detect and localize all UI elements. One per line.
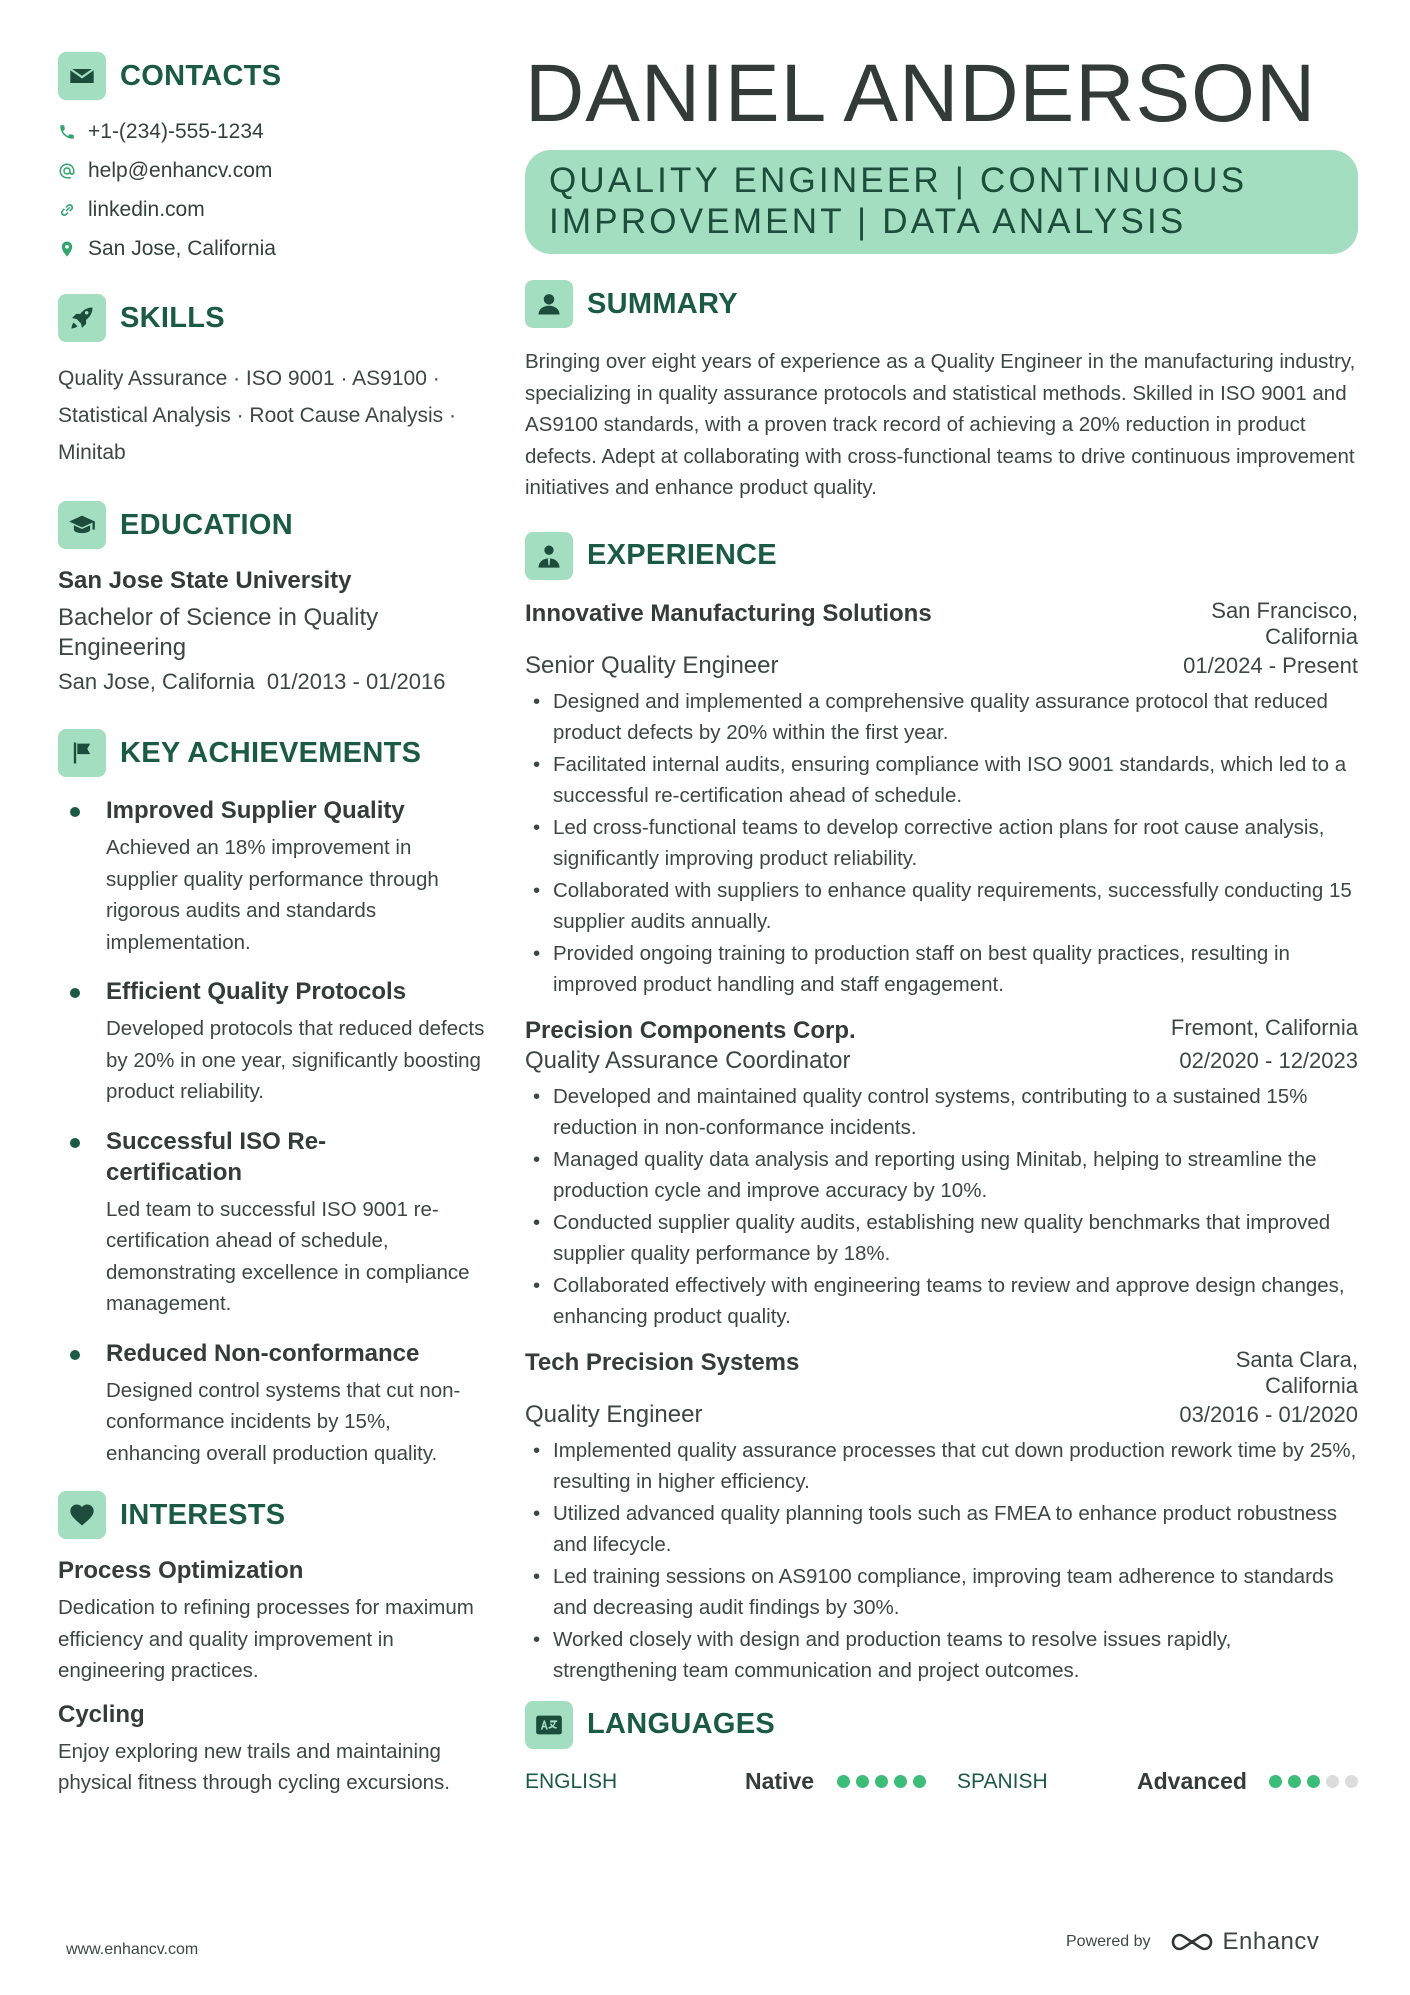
job-bullet: • Collaborated effectively with engineering teams to review and approve design changes, enhancing product quality. [525, 1270, 1358, 1333]
flag-icon [58, 729, 106, 777]
achievement-item [58, 1126, 488, 1320]
interest-title: Cycling [58, 1700, 145, 1728]
summary-header [525, 280, 1358, 328]
skills-list: Quality Assurance · ISO 9001 · AS9100 · Statistical Analysis · Root Cause Analysis · Minitab [58, 367, 456, 464]
powered-by-text: Powered by [1066, 1933, 1151, 1950]
contact-phone-text: +1-(234)-555-1234 [88, 119, 264, 143]
at-icon [58, 162, 76, 180]
job-entry [525, 1015, 1358, 1333]
experience-header [525, 532, 1358, 580]
job-role: Senior Quality Engineer [525, 651, 779, 679]
job-bullet: • Collaborated with suppliers to enhance quality requirements, successfully conducting 15 supplier audits annually. [525, 875, 1358, 938]
rating-dot-filled [894, 1775, 907, 1788]
language-name: SPANISH [957, 1769, 1048, 1793]
interest-title: Process Optimization [58, 1557, 304, 1584]
language-level: Native [745, 1768, 815, 1794]
education-location: San Jose, California [58, 669, 255, 694]
contacts-header [58, 52, 488, 100]
languages-title: LANGUAGES [587, 1708, 775, 1740]
skills-header [58, 294, 488, 342]
education-title: EDUCATION [120, 508, 293, 541]
job-bullet: • Developed and maintained quality control systems, contributing to a sustained 15% reduction in non-conformance incidents. [525, 1081, 1358, 1144]
contact-linkedin[interactable] [58, 196, 488, 223]
contact-location-text: San Jose, California [88, 236, 276, 260]
education-header [58, 501, 488, 549]
rating-dot-filled [837, 1775, 850, 1788]
job-header [525, 1015, 1358, 1045]
translate-icon [525, 1701, 573, 1749]
languages-header [525, 1701, 1358, 1749]
achievement-title: Successful ISO Re-certification [106, 1127, 327, 1186]
bullet-dot-icon [70, 1350, 80, 1360]
summary-text: Bringing over eight years of experience as a Quality Engineer in the manufacturing industry, specializing in quality assurance protocols and statistical methods. Skilled in ISO 9001 and AS9100 standards, with a proven track record of achieving a 20% reduction in product defects. Adept at collaborating with cross-functional teams to drive continuous improvement initiatives and enhance product quality. [525, 350, 1356, 499]
job-bullet: • Worked closely with design and production teams to resolve issues rapidly, strengthening team communication and project outcomes. [525, 1624, 1358, 1687]
job-location: San Francisco, California [1211, 597, 1358, 649]
achievements-header [58, 729, 488, 777]
language-rating [837, 1775, 957, 1788]
skills-title: SKILLS [120, 301, 225, 334]
interest-desc: Enjoy exploring new trails and maintaining physical fitness through cycling excursions. [58, 1739, 450, 1794]
brand-logo[interactable] [1169, 1928, 1320, 1956]
job-entry [525, 598, 1358, 1001]
contacts-list [58, 118, 488, 262]
job-header [525, 598, 1358, 650]
bullet-dot-icon [70, 988, 80, 998]
envelope-icon [58, 52, 106, 100]
interests-header [58, 1491, 488, 1539]
job-bullet: • Led cross-functional teams to develop corrective action plans for root cause analysis, significantly improving product reliability. [525, 812, 1358, 875]
job-dates: 02/2020 - 12/2023 [1179, 1047, 1358, 1073]
rating-dot-filled [856, 1775, 869, 1788]
job-location: Fremont, California [1170, 1014, 1358, 1040]
achievement-desc: Designed control systems that cut non-conformance incidents by 15%, enhancing overall production quality. [106, 1378, 461, 1465]
right-column [525, 48, 1358, 1797]
job-bullet: • Utilized advanced quality planning tools such as FMEA to enhance product robustness and lifecycle. [525, 1498, 1358, 1561]
job-bullet: • Managed quality data analysis and reporting using Minitab, helping to streamline the production cycle and improve accuracy by 10%. [525, 1144, 1358, 1207]
rating-dot-filled [1288, 1775, 1301, 1788]
professional-icon [525, 532, 573, 580]
job-bullets [525, 686, 1358, 1001]
job-role-row [525, 1047, 1358, 1075]
job-bullet: • Facilitated internal audits, ensuring compliance with ISO 9001 standards, which led to a successful re-certification ahead of schedule. [525, 749, 1358, 812]
job-bullet: • Provided ongoing training to production staff on best quality practices, resulting in improved product handling and staff engagement. [525, 938, 1358, 1001]
job-company: Tech Precision Systems [525, 1348, 800, 1376]
job-role-row [525, 1401, 1358, 1429]
experience-title: EXPERIENCE [587, 539, 777, 571]
title-line-1: QUALITY ENGINEER | CONTINUOUS [549, 161, 1248, 200]
achievement-item [58, 976, 488, 1108]
enhancv-logo-icon [1169, 1929, 1215, 1955]
title-banner [525, 150, 1358, 254]
achievement-desc: Achieved an 18% improvement in supplier quality performance through rigorous audits and standards implementation. [106, 836, 439, 954]
achievement-title: Improved Supplier Quality [106, 797, 405, 824]
education-school: San Jose State University [58, 567, 352, 594]
achievements-title: KEY ACHIEVEMENTS [120, 736, 422, 769]
title-line-2: IMPROVEMENT | DATA ANALYSIS [549, 202, 1187, 241]
job-entry [525, 1347, 1358, 1687]
achievements-list [58, 795, 488, 1469]
bullet-dot-icon [70, 807, 80, 817]
rating-dot-filled [913, 1775, 926, 1788]
education-degree: Bachelor of Science in Quality Engineering [58, 604, 379, 661]
interests-list [58, 1557, 488, 1799]
summary-title: SUMMARY [587, 287, 738, 320]
interest-item [58, 1557, 488, 1687]
job-header [525, 1347, 1358, 1399]
job-role: Quality Assurance Coordinator [525, 1046, 851, 1074]
job-company: Precision Components Corp. [525, 1016, 856, 1044]
rating-dot-filled [1269, 1775, 1282, 1788]
contact-phone[interactable] [58, 118, 488, 145]
job-bullet: • Conducted supplier quality audits, establishing new quality benchmarks that improved supplier quality performance by 18%. [525, 1207, 1358, 1270]
job-bullet: • Implemented quality assurance processes that cut down production rework time by 25%, resulting in higher efficiency. [525, 1435, 1358, 1498]
job-role-row [525, 652, 1358, 680]
education-dates: 01/2013 - 01/2016 [266, 669, 446, 694]
job-bullets [525, 1435, 1358, 1687]
job-company: Innovative Manufacturing Solutions [525, 599, 932, 627]
education-entry [58, 567, 488, 695]
link-icon [58, 201, 76, 219]
job-location: Santa Clara, California [1235, 1346, 1358, 1398]
job-bullet: • Designed and implemented a comprehensive quality assurance protocol that reduced product defects by 20% within the first year. [525, 686, 1358, 749]
language-rating [1269, 1775, 1358, 1788]
map-pin-icon [58, 240, 76, 258]
rating-dot-empty [1326, 1775, 1339, 1788]
job-role: Quality Engineer [525, 1400, 703, 1428]
job-dates: 03/2016 - 01/2020 [1179, 1401, 1358, 1427]
interests-title: INTERESTS [120, 1498, 286, 1531]
achievement-item [58, 795, 488, 958]
achievement-title: Reduced Non-conformance [106, 1339, 420, 1367]
language-level: Advanced [1137, 1768, 1247, 1794]
graduation-cap-icon [58, 501, 106, 549]
achievement-desc: Led team to successful ISO 9001 re-certification ahead of schedule, demonstrating excellence in compliance management. [106, 1197, 470, 1315]
interest-desc: Dedication to refining processes for maximum efficiency and quality improvement in engineering practices. [58, 1596, 474, 1682]
contact-linkedin-text: linkedin.com [88, 197, 205, 221]
footer-branding [1066, 1928, 1319, 1956]
rating-dot-filled [1307, 1775, 1320, 1788]
languages-list [525, 1767, 1358, 1797]
user-icon [525, 280, 573, 328]
contact-location [58, 235, 488, 262]
bullet-dot-icon [70, 1138, 80, 1148]
job-dates: 01/2024 - Present [1183, 652, 1358, 678]
achievement-title: Efficient Quality Protocols [106, 978, 407, 1005]
contact-email-text: help@enhancv.com [88, 158, 273, 182]
achievement-item [58, 1338, 488, 1470]
left-column [58, 52, 488, 1813]
heart-icon [58, 1491, 106, 1539]
rocket-icon [58, 294, 106, 342]
job-bullet: • Led training sessions on AS9100 compliance, improving team adherence to standards and decreasing audit findings by 30%. [525, 1561, 1358, 1624]
candidate-name: DANIEL ANDERSON [525, 48, 1317, 139]
footer-website[interactable]: www.enhancv.com [66, 1941, 199, 1958]
brand-name: Enhancv [1222, 1928, 1320, 1955]
education-meta [58, 669, 488, 695]
achievement-desc: Developed protocols that reduced defects by 20% in one year, significantly boosting product reliability. [106, 1017, 485, 1103]
rating-dot-empty [1345, 1775, 1358, 1788]
contacts-title: CONTACTS [120, 59, 282, 92]
interest-item [58, 1701, 488, 1799]
rating-dot-filled [875, 1775, 888, 1788]
phone-icon [58, 123, 76, 141]
contact-email[interactable] [58, 157, 488, 184]
language-name: ENGLISH [525, 1769, 618, 1793]
job-bullets [525, 1081, 1358, 1333]
